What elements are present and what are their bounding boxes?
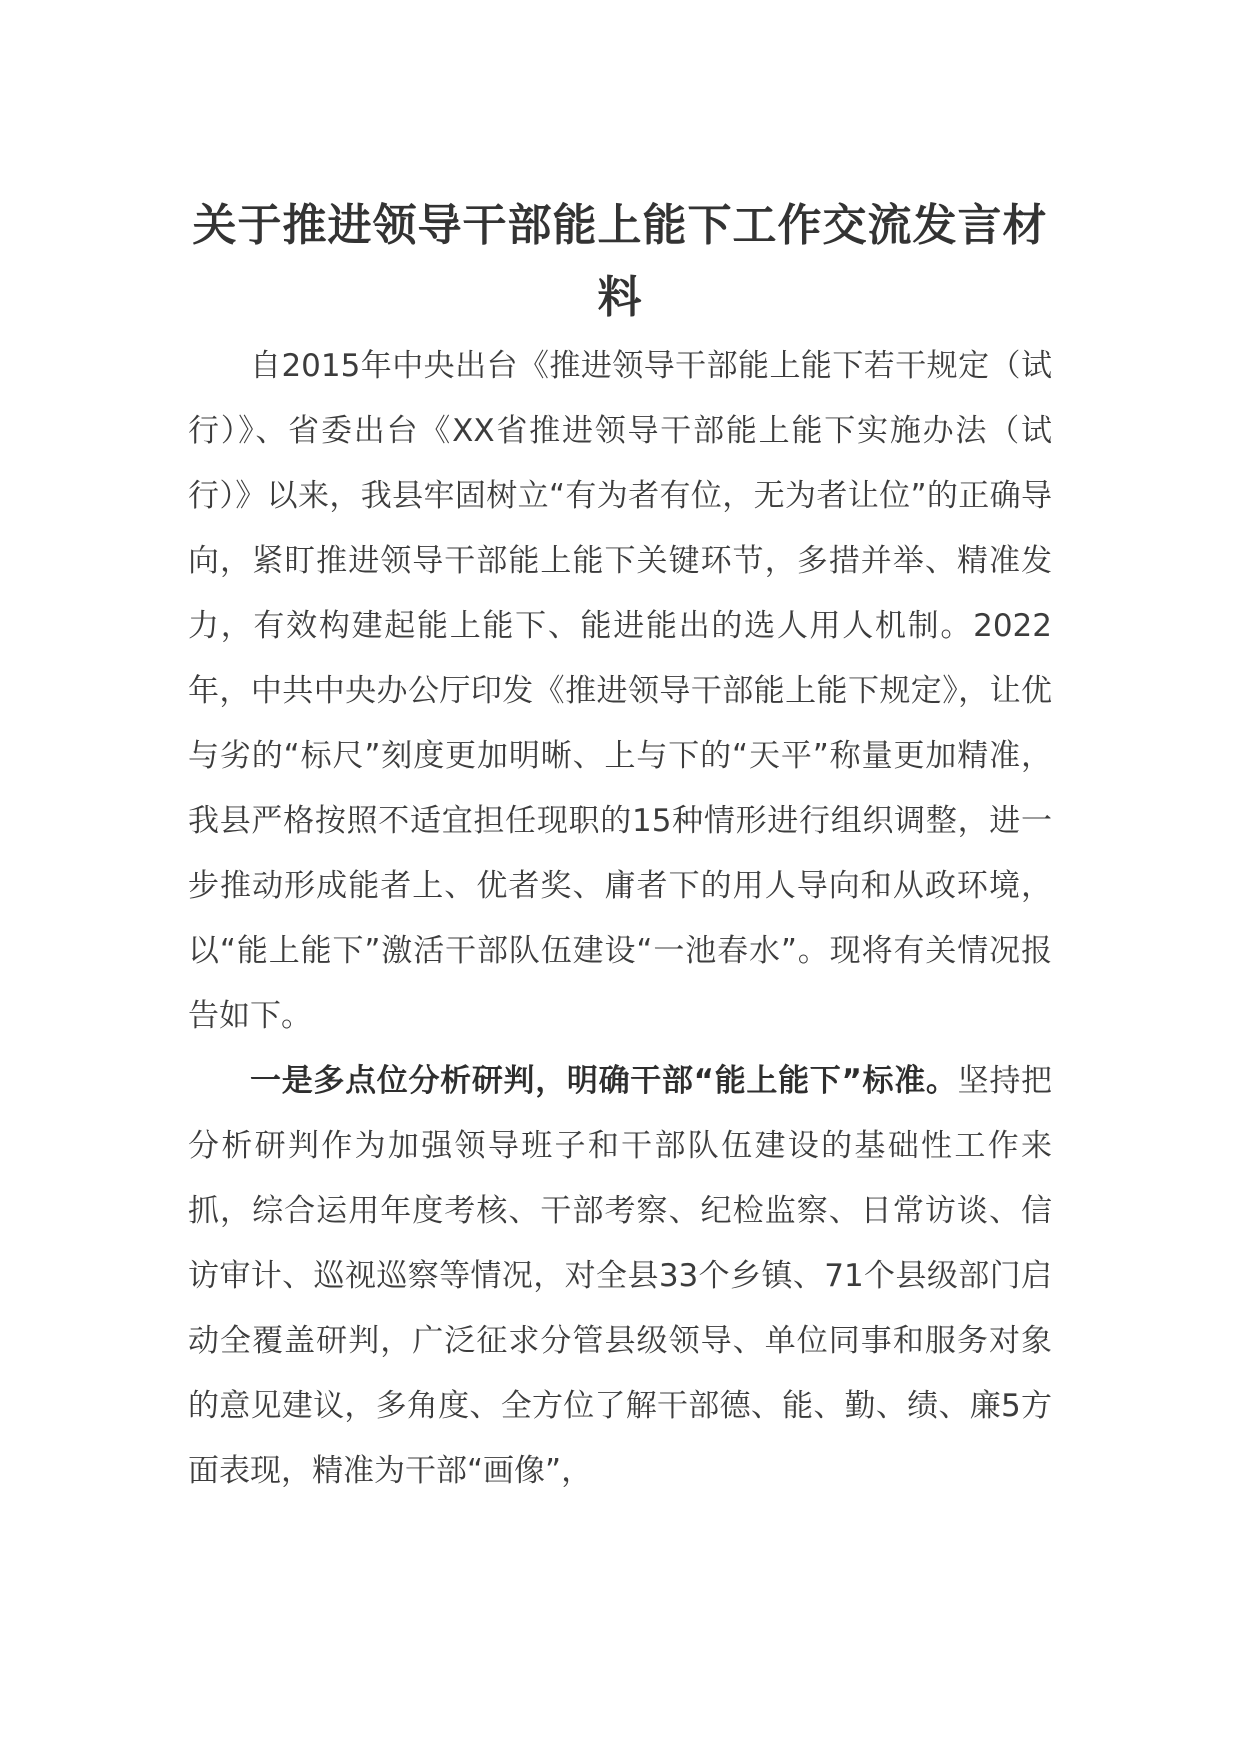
body-paragraph-1 <box>188 334 1052 1049</box>
document-body <box>188 334 1052 1504</box>
paragraph-1-text: 自2015年中央出台《推进领导干部能上能下若干规定（试行）》、省委出台《XX省推进领导干部能上能下实施办法（试行）》以来，我县牢固树立“有为者有位，无为者让位”的正确导向，紧盯推进领导干部能上能下关键环节，多措并举、精准发力，有效构建起能上能下、能进能出的选人用人机制。2022年，中共中央办公厅印发《推进领导干部能上能下规定》，让优与劣的“标尺”刻度更加明晰、上与下的“天平”称量更加精准，我县严格按照不适宜担任现职的15种情形进行组织调整，进一步推动形成能者上、优者奖、庸者下的用人导向和从政环境，以“能上能下”激活干部队伍建设“一池春水”。现将有关情况报告如下。 <box>188 348 1052 1034</box>
body-paragraph-2 <box>188 1049 1052 1504</box>
document-title: 关于推进领导干部能上能下工作交流发言材料 <box>192 200 1048 323</box>
paragraph-2-lead-heading: 一是多点位分析研判，明确干部“能上能下”标准。 <box>250 1063 958 1099</box>
paragraph-2-text: 坚持把分析研判作为加强领导班子和干部队伍建设的基础性工作来抓，综合运用年度考核、干部考察、纪检监察、日常访谈、信访审计、巡视巡察等情况，对全县33个乡镇、71个县级部门启动全覆盖研判，广泛征求分管县级领导、单位同事和服务对象的意见建议，多角度、全方位了解干部德、能、勤、绩、廉5方面表现，精准为干部“画像”， <box>188 1063 1053 1489</box>
